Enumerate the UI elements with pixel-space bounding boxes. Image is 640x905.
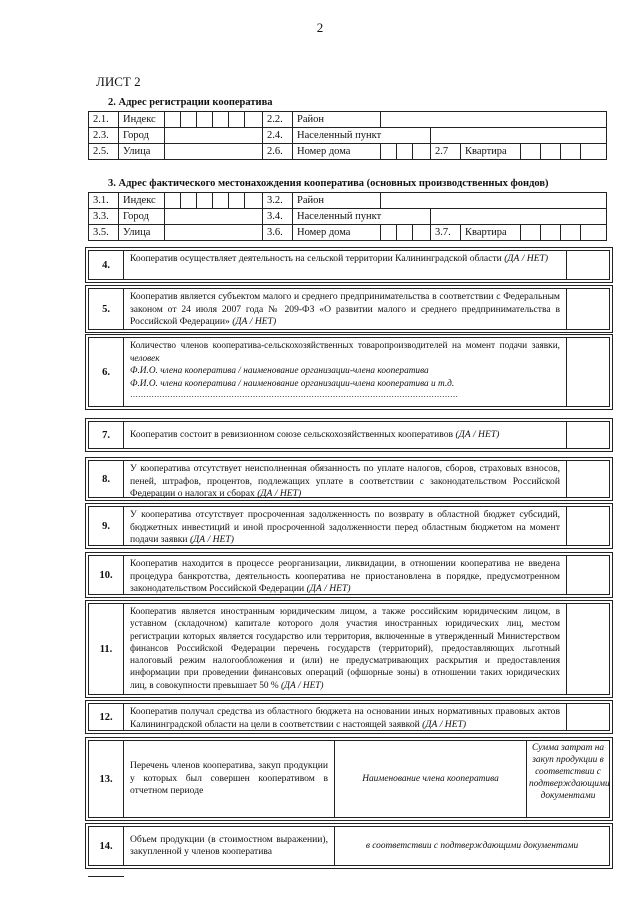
supporting-docs-note: в соответствии с подтверждающими документами (334, 827, 609, 865)
field-label-street: Улица (119, 144, 165, 160)
purchase-cost-header: Сумма затрат на закуп продукции в соответствии с подтверждающими документами (526, 741, 609, 817)
item-number: 9. (89, 507, 124, 545)
district-input[interactable] (381, 193, 607, 209)
field-num: 3.1. (89, 193, 119, 209)
item-text: Кооператив является субъектом малого и среднего предпринимательства в соответствии с Федеральным законом от 24 июля 2007 года № 209-ФЗ «О развитии малого и среднего предпринимательства в Российской Федерации» (130, 291, 560, 327)
index-cell[interactable] (229, 193, 245, 209)
actual-address-table (88, 192, 607, 241)
page-number: 2 (316, 20, 324, 35)
item-number: 14. (89, 827, 124, 865)
item-11-row (88, 603, 610, 695)
member-name-line[interactable]: Ф.И.О. члена кооператива / наименование организации-члена кооператива и т.д. (130, 378, 455, 389)
item-14-row (88, 826, 610, 866)
index-cell[interactable] (197, 112, 213, 128)
item-10-row (88, 555, 610, 595)
item-8-row (88, 460, 610, 498)
unit-hint: человек (130, 353, 160, 364)
yes-no-hint: (ДА / НЕТ) (257, 488, 302, 499)
apartment-cell[interactable] (581, 225, 607, 241)
yes-no-hint: (ДА / НЕТ) (232, 316, 277, 327)
field-label-settlement: Населенный пункт (293, 209, 431, 225)
field-num: 3.5. (89, 225, 119, 241)
field-label-index: Индекс (119, 193, 165, 209)
street-input[interactable] (165, 144, 263, 160)
apartment-cell[interactable] (541, 144, 561, 160)
apartment-cell[interactable] (561, 144, 581, 160)
item-5-row (88, 288, 610, 330)
item-12-row (88, 703, 610, 731)
field-label-index: Индекс (119, 112, 165, 128)
apartment-cell[interactable] (521, 225, 541, 241)
yes-no-hint: (ДА / НЕТ) (504, 253, 549, 264)
index-cell[interactable] (245, 112, 263, 128)
field-label-city: Город (119, 128, 165, 144)
item-text: Кооператив получал средства из областного бюджета на основании иных нормативных правовых актов Калининградской области на цели в соответствии с настоящей заявкой (130, 706, 560, 730)
field-num: 2.4. (263, 128, 293, 144)
sheet-label: ЛИСТ 2 (96, 74, 141, 89)
item-number: 6. (89, 338, 124, 406)
field-label-apartment: Квартира (461, 144, 521, 160)
field-num: 3.7. (431, 225, 461, 241)
item-text: Объем продукции (в стоимостном выражении), закупленной у членов кооператива (130, 833, 328, 857)
item-text: Кооператив осуществляет деятельность на сельской территории Калининградской области (130, 253, 502, 264)
city-input[interactable] (165, 209, 263, 225)
house-cell[interactable] (397, 144, 413, 160)
item-text: У кооператива отсутствует просроченная задолженность по возврату в областной бюджет субсидий, бюджетных инвестиций и иной просроченной задолженности перед областным бюджетом на момент подачи заявки (130, 509, 560, 545)
item-number: 13. (89, 741, 124, 817)
field-label-apartment: Квартира (461, 225, 521, 241)
field-label-city: Город (119, 209, 165, 225)
index-cell[interactable] (229, 112, 245, 128)
yes-no-hint: (ДА / НЕТ) (280, 680, 324, 691)
field-label-district: Район (293, 112, 381, 128)
answer-cell[interactable] (566, 604, 609, 694)
field-num: 2.5. (89, 144, 119, 160)
index-cell[interactable] (181, 193, 197, 209)
footnote-divider (88, 876, 124, 877)
house-cell[interactable] (381, 144, 397, 160)
city-input[interactable] (165, 128, 263, 144)
yes-no-hint: (ДА / НЕТ) (189, 534, 234, 545)
field-label-district: Район (293, 193, 381, 209)
field-num: 3.2. (263, 193, 293, 209)
item-4-row (88, 250, 610, 280)
item-number: 11. (89, 604, 124, 694)
item-number: 8. (89, 461, 124, 497)
settlement-input[interactable] (431, 209, 607, 225)
item-number: 7. (89, 422, 124, 448)
item-text: Кооператив находится в процессе реорганизации, ликвидации, в отношении кооператива не введена процедура банкротства, деятельность кооператива не приостановлена в порядке, предусмотренном законодательством Российской Федерации (130, 558, 560, 594)
house-cell[interactable] (413, 225, 431, 241)
section-2-title: 2. Адрес регистрации кооператива (108, 97, 273, 108)
answer-cell[interactable] (566, 338, 609, 406)
answer-cell[interactable] (566, 507, 609, 545)
settlement-input[interactable] (431, 128, 607, 144)
field-num: 2.2. (263, 112, 293, 128)
answer-cell[interactable] (566, 422, 609, 448)
house-cell[interactable] (381, 225, 397, 241)
field-num: 2.7 (431, 144, 461, 160)
answer-cell[interactable] (566, 289, 609, 329)
index-cell[interactable] (245, 193, 263, 209)
dotted-line: …………………………………………………………………………………………………………… (130, 390, 458, 399)
index-cell[interactable] (165, 193, 181, 209)
item-text: У кооператива отсутствует неисполненная обязанность по уплате налогов, сборов, страховых взносов, пеней, штрафов, процентов, подлежащих уплате в соответствии с законодательством Российской Федерации о налогах и сборах (130, 463, 560, 499)
field-num: 2.3. (89, 128, 119, 144)
item-13-row (88, 740, 610, 818)
index-cell[interactable] (213, 193, 229, 209)
house-cell[interactable] (413, 144, 431, 160)
apartment-cell[interactable] (561, 225, 581, 241)
apartment-cell[interactable] (521, 144, 541, 160)
house-cell[interactable] (397, 225, 413, 241)
item-text: Кооператив состоит в ревизионном союзе сельскохозяйственных кооперативов (130, 428, 454, 440)
field-num: 3.6. (263, 225, 293, 241)
index-cell[interactable] (165, 112, 181, 128)
item-6-row (88, 337, 610, 407)
item-text: Количество членов кооператива-сельскохозяйственных товаропроизводителей на момент подачи заявки, (130, 341, 560, 351)
field-num: 2.6. (263, 144, 293, 160)
answer-cell[interactable] (566, 461, 609, 497)
apartment-cell[interactable] (581, 144, 607, 160)
yes-no-hint: (ДА / НЕТ) (306, 583, 351, 594)
item-7-row (88, 421, 610, 449)
section-3-title: 3. Адрес фактического местонахождения кооператива (основных производственных фондов) (108, 178, 549, 189)
yes-no-hint: (ДА / НЕТ) (455, 428, 500, 440)
field-num: 3.4. (263, 209, 293, 225)
street-input[interactable] (165, 225, 263, 241)
field-num: 3.3. (89, 209, 119, 225)
item-number: 5. (89, 289, 124, 329)
index-cell[interactable] (197, 193, 213, 209)
answer-cell[interactable] (566, 251, 609, 279)
item-9-row (88, 506, 610, 546)
answer-cell[interactable] (566, 704, 609, 730)
field-label-house: Номер дома (293, 144, 381, 160)
answer-cell[interactable] (566, 556, 609, 594)
index-cell[interactable] (181, 112, 197, 128)
field-num: 2.1. (89, 112, 119, 128)
item-number: 12. (89, 704, 124, 730)
field-label-street: Улица (119, 225, 165, 241)
apartment-cell[interactable] (541, 225, 561, 241)
item-number: 4. (89, 251, 124, 279)
district-input[interactable] (381, 112, 607, 128)
registration-address-table (88, 111, 607, 160)
yes-no-hint: (ДА / НЕТ) (422, 718, 467, 730)
field-label-settlement: Населенный пункт (293, 128, 431, 144)
field-label-house: Номер дома (293, 225, 381, 241)
item-number: 10. (89, 556, 124, 594)
member-name-line[interactable]: Ф.И.О. члена кооператива / наименование организации-члена кооператива (130, 366, 429, 376)
item-text: Кооператив является иностранным юридическим лицом, а также российским юридическим лицом, в уставном (складочном) капитале которого доля участия иностранных юридических лиц, местом регистрации которых является государство или территория, включенные в утвержденный Министерством финансов Российской Федерации перечень государств (территорий), предоставляющих льготный налоговый режим налогообложения и (или) не предусматривающих раскрытия и предоставления информации при проведении финансовых операций (офшорные зоны) в отношении таких юридических лиц, в совокупности превышает 50 % (130, 607, 560, 691)
item-text: Перечень членов кооператива, закуп продукции у которых был совершен кооперативом в отчетном периоде (130, 760, 328, 797)
index-cell[interactable] (213, 112, 229, 128)
member-name-header: Наименование члена кооператива (334, 741, 526, 817)
